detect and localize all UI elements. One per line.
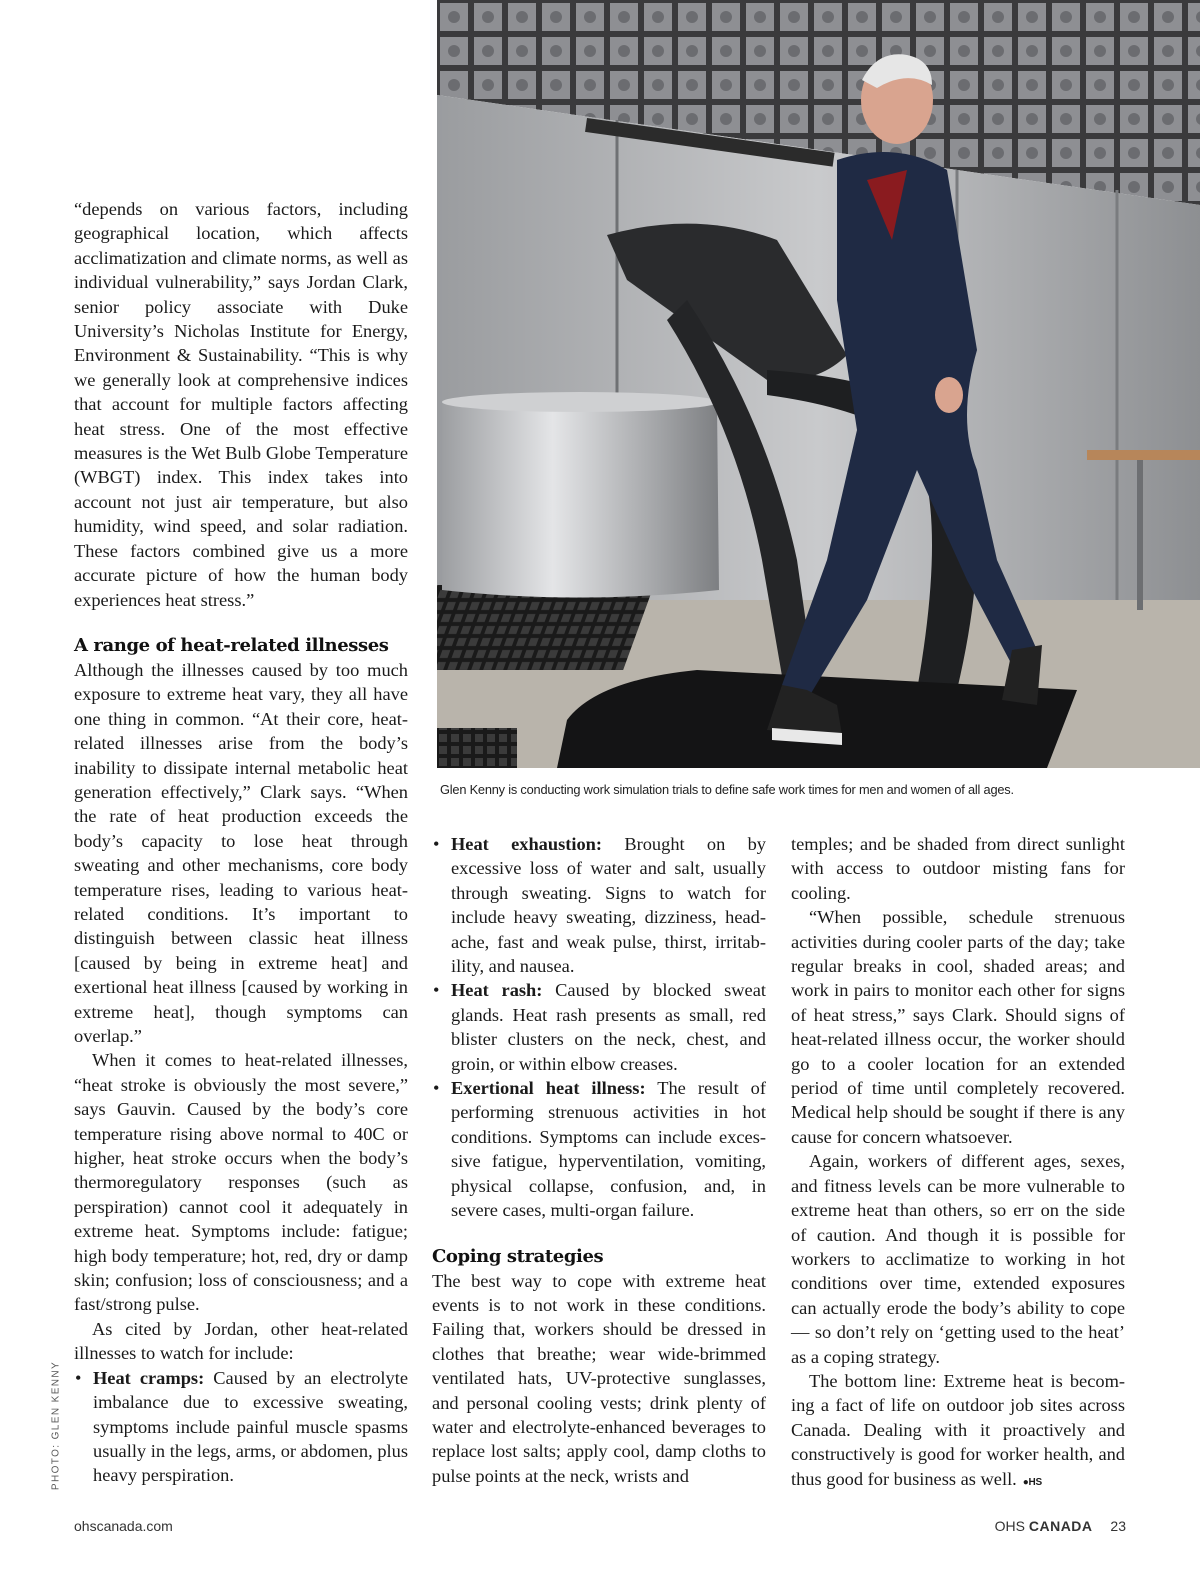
brand-bold: CANADA	[1028, 1518, 1093, 1534]
illness-list	[74, 1366, 408, 1488]
list-item-text: Caused by an electrolyte imbalance due to excessive sweating, symptoms include painful muscle spasms usually in the legs, arms, or abdomen, plus heavy perspiration.	[93, 1367, 409, 1486]
list-item-text: The result of performing strenuous activities in hot conditions. Symptoms can include excessive fatigue, hyperventilation, vomiting, physical collapse, confusion, and, in severe cases, multi-organ failure.	[451, 1078, 766, 1221]
photo-credit-text: PHOTO: GLEN KENNY	[50, 1360, 62, 1491]
list-item	[432, 978, 766, 1076]
list-item-term: Heat exhaustion:	[451, 834, 603, 854]
list-item	[74, 1366, 408, 1488]
list-item-text: Brought on by excessive loss of water and salt, usually through sweating. Signs to watch for include heavy sweating, dizziness, headache, fast and weak pulse, thirst, irritability, and nausea.	[451, 834, 767, 977]
article-photo	[437, 0, 1200, 768]
list-item-text: Caused by blocked sweat glands. Heat rash presents as small, red blister clusters on the neck, chest, and groin, or within elbow creases.	[451, 980, 766, 1074]
end-mark: ●HS	[1022, 1476, 1042, 1488]
paragraph: As cited by Jordan, other heat-related illnesses to watch for include:	[74, 1318, 408, 1364]
list-item	[432, 1076, 766, 1222]
paragraph: Again, workers of different ages, sexes, and fitness levels can be more vulnerable to extreme heat than others, so err on the side of caution. And though it is possible for workers to acclimatize to working in hot conditions over time, extended exposures can actually erode the body’s ability to cope — so don’t rely on ‘getting used to the heat’ as a coping strategy.	[791, 1151, 1125, 1367]
brand-light: OHS	[994, 1518, 1025, 1534]
paragraph: When it comes to heat-related illnesses, “heat stroke is obviously the most severe,” says Gauvin. Caused by the body’s core temperature rising above normal to 40C or higher, heat stroke occurs when the body’s thermoregulatory responses (such as perspiration) cannot cool it adequately in extreme heat. Symptoms include: fatigue; high body temperature; hot, red, dry or damp skin; confusion; loss of consciousness; and a fast/strong pulse.	[74, 1050, 408, 1315]
footer-website: ohscanada.com	[74, 1518, 173, 1534]
illness-list	[432, 832, 766, 1223]
paragraph: The best way to cope with extreme heat events is to not work in these conditions. Failing that, workers should be dressed in clothes that breathe; wear wide-brimmed ventilated hats, UV-protective sunglasses, and personal cooling vests; drink plenty of water and electrolyte-enhanced beverages to replace lost salts; apply cool, damp cloths to pulse points at the neck, wrists and	[432, 1270, 766, 1486]
list-item	[432, 832, 766, 978]
page-number: 23	[1110, 1518, 1126, 1534]
section-heading: A range of heat-related illnesses	[74, 634, 389, 656]
photo-credit	[46, 1360, 60, 1500]
paragraph	[791, 1369, 1125, 1495]
article-column-2	[432, 832, 766, 1488]
list-item-term: Heat rash:	[451, 980, 543, 1001]
paragraph: “When possible, schedule strenuous activities during cooler parts of the day; take regular breaks in cool, shaded areas; and work in pairs to monitor each other for signs of heat stress,” says Clark. Should signs of heat-related illness occur, the worker should go to a cooler location for an extended period of time until completely recovered. Medical help should be sought if there is any cause for concern whatsoever.	[791, 907, 1125, 1147]
photo-caption: Glen Kenny is conducting work simulation trials to define safe work times for men and women of all ages.	[440, 782, 1014, 797]
section-heading: Coping strategies	[432, 1245, 604, 1267]
article-column-1	[74, 197, 408, 1488]
treadmill-scene-illustration	[437, 0, 1200, 768]
paragraph: temples; and be shaded from direct sunlight with access to outdoor misting fans for cooling.	[791, 834, 1125, 903]
list-item-term: Heat cramps:	[93, 1367, 205, 1388]
footer-brand	[995, 1518, 1126, 1534]
paragraph-text: The bottom line: Extreme heat is becoming a fact of life on outdoor job sites across Canada. Dealing with it proactively and constructively is good for worker health, and thus good for business as well.	[791, 1370, 1125, 1489]
paragraph: “depends on various factors, including geographical location, which affects acclimatization and climate norms, as well as individual vulnerability,” says Jordan Clark, senior policy associate with Duke University’s Nicholas Institute for Energy, Environment & Sustainability. “This is why we generally look at comprehensive indices that account for multiple factors affecting heat stress. One of the most effective measures is the Wet Bulb Globe Temperature (WBGT) index. This index takes into account not just air temperature, but also humidity, wind speed, and solar radiation. These factors combined give us a more accurate picture of how the human body experiences heat stress.”	[74, 199, 408, 610]
list-item-term: Exertional heat illness:	[451, 1078, 646, 1099]
article-column-3	[791, 832, 1125, 1495]
paragraph: Although the illnesses caused by too much exposure to extreme heat vary, they all have one thing in common. “At their core, heat-related illnesses arise from the body’s inability to dissipate internal metabolic heat generation effectively,” Clark says. “When the rate of heat production exceeds the body’s capacity to lose heat through sweating and other mechanisms, core body temperature rises, leading to various heat-related conditions. It’s important to distinguish between classic heat illness [caused by being in extreme heat] and exertional heat illness [caused by working in extreme heat], though symptoms can overlap.”	[74, 659, 408, 1046]
